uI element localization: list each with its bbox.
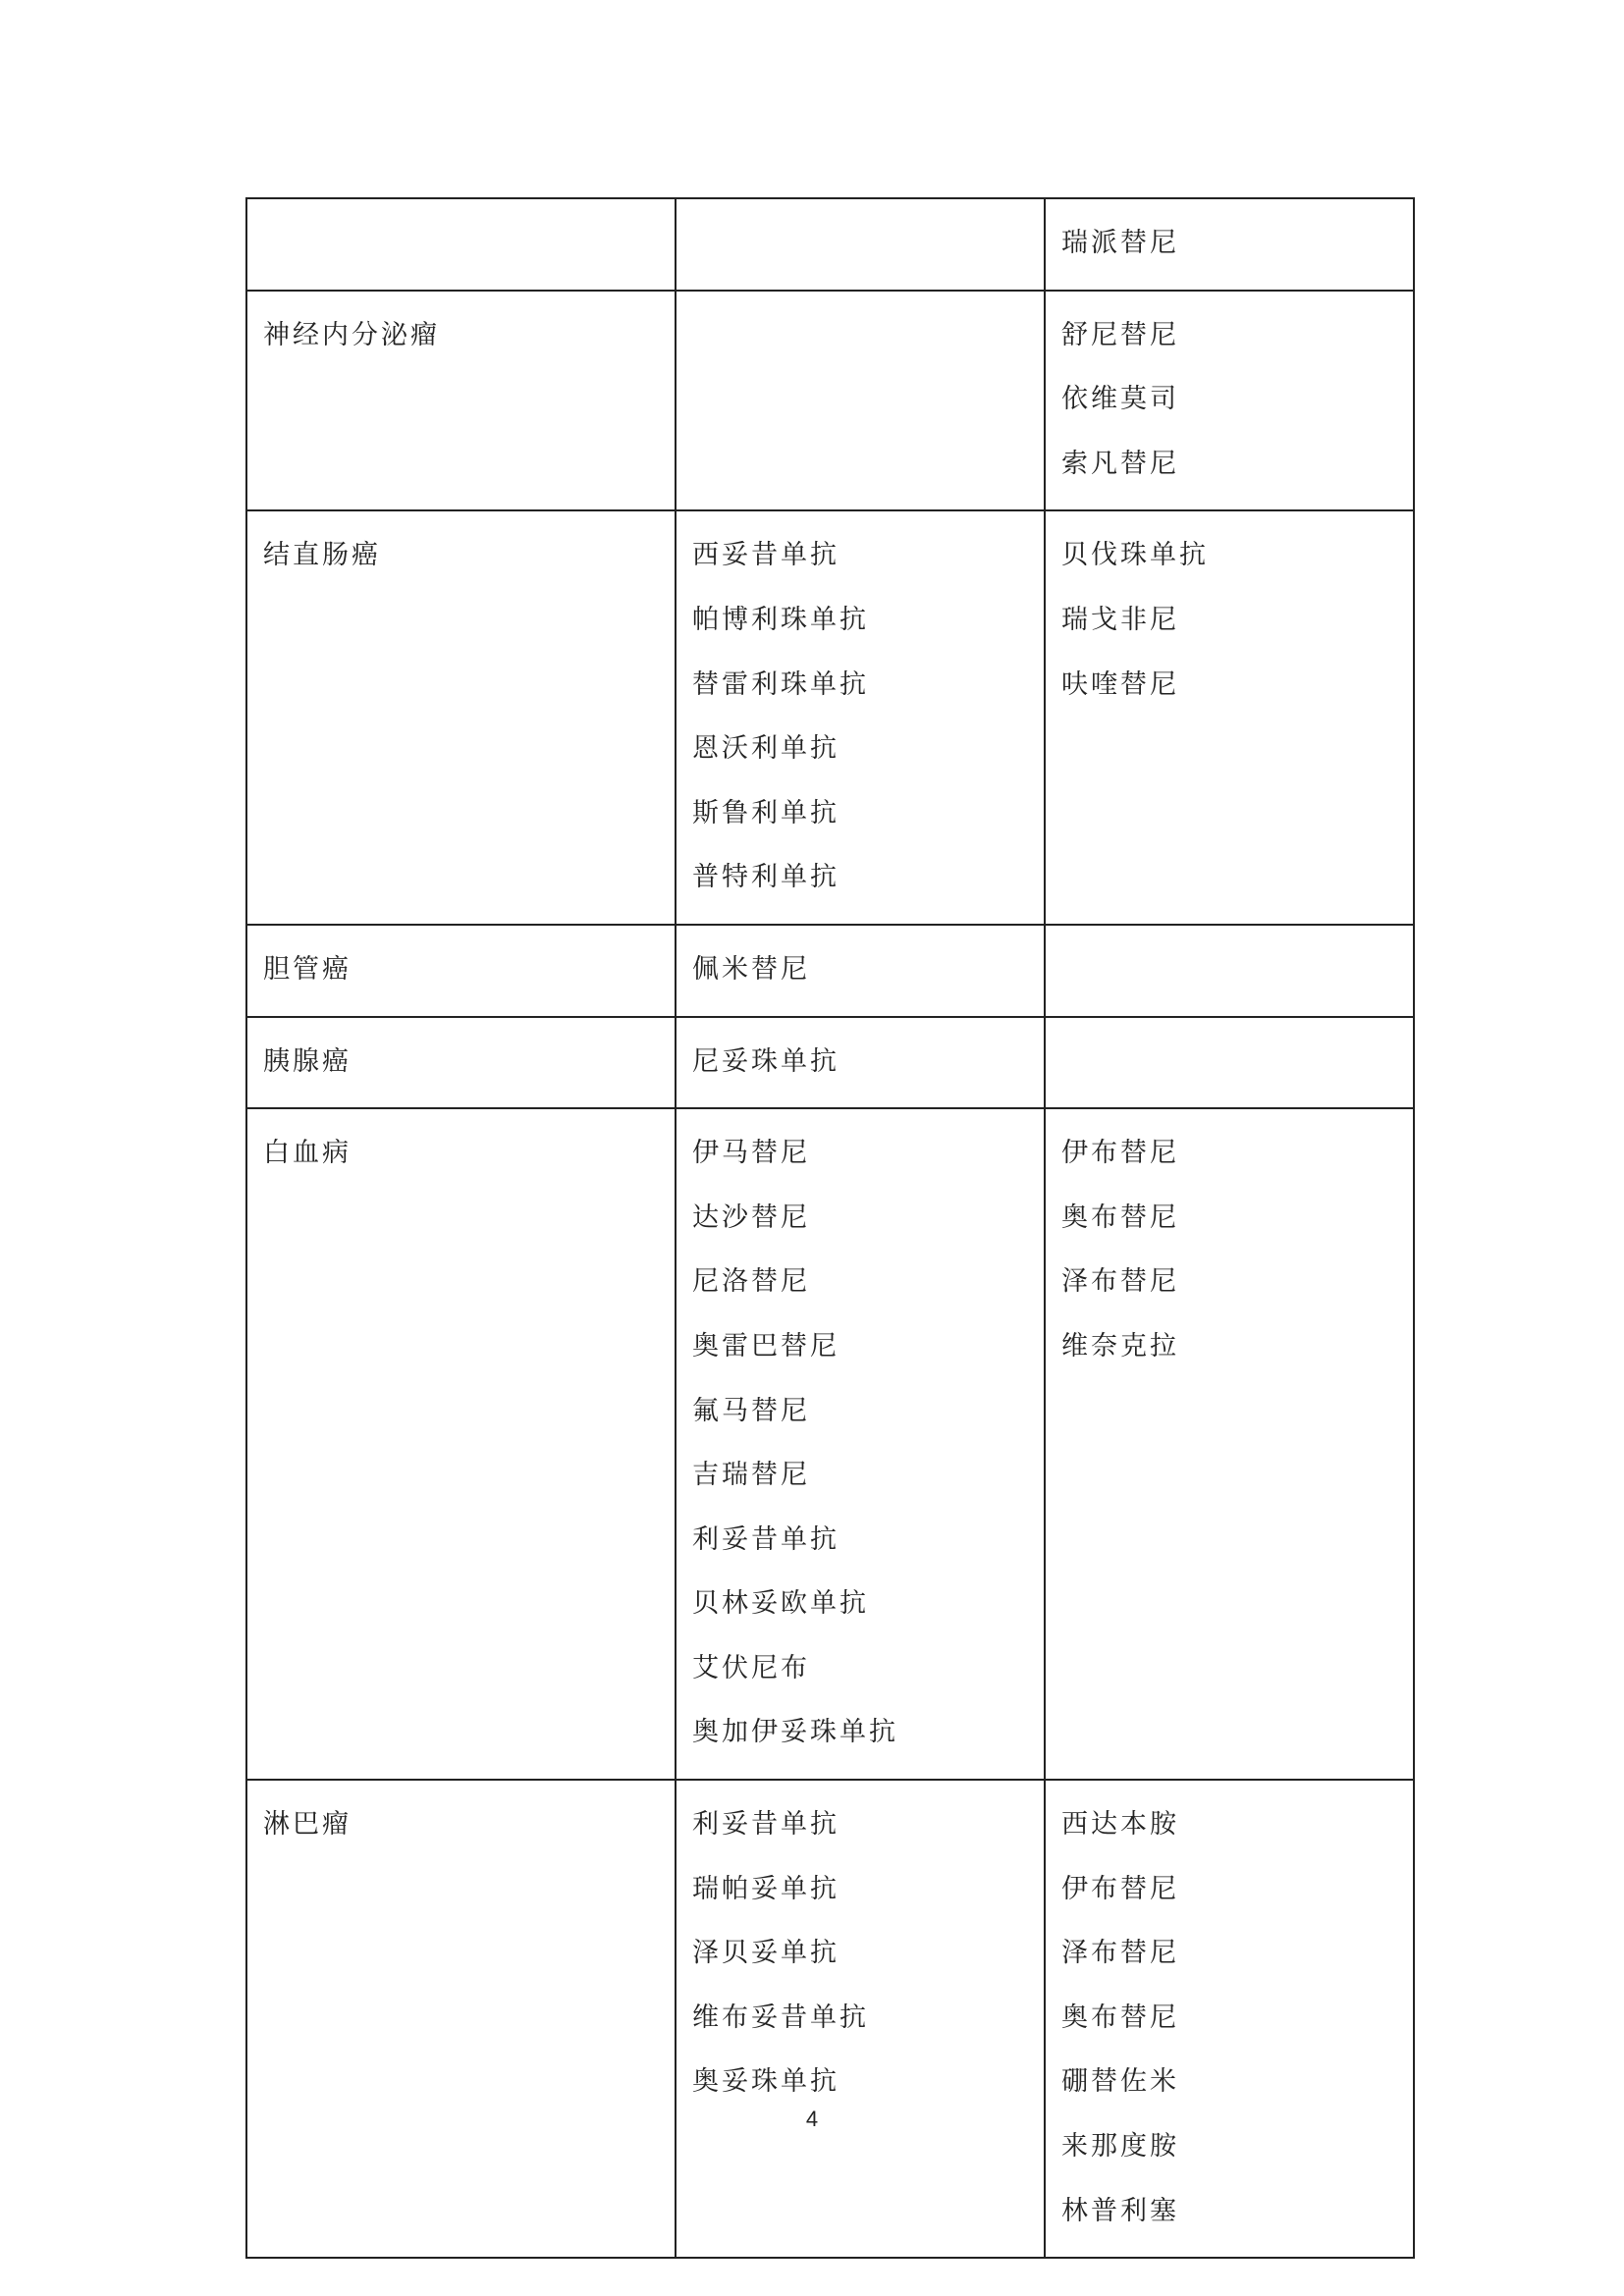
drug-name: 林普利塞	[1061, 2195, 1179, 2226]
cancer-type-cell	[246, 1780, 676, 2258]
drug-name: 伊马替尼	[692, 1138, 810, 1169]
table-body	[246, 198, 1414, 2258]
table-row	[246, 1108, 1414, 1780]
page-number: 4	[805, 2107, 819, 2131]
drug-name: 氟马替尼	[692, 1395, 810, 1426]
cancer-type-cell	[246, 925, 676, 1017]
drug-list-cell-b	[1045, 1780, 1414, 2258]
drug-name: 贝伐珠单抗	[1061, 540, 1209, 571]
drug-list-cell-a	[676, 1780, 1045, 2258]
drug-name: 吉瑞替尼	[692, 1460, 810, 1491]
table-row	[246, 291, 1414, 511]
table-row	[246, 198, 1414, 291]
drug-name: 普特利单抗	[692, 862, 839, 893]
cancer-type-label: 神经内分泌瘤	[263, 319, 440, 350]
drug-name: 泽布替尼	[1061, 1266, 1179, 1298]
drug-name: 瑞戈非尼	[1061, 604, 1179, 635]
drug-list-cell-b	[1045, 1108, 1414, 1780]
cancer-type-cell	[246, 1017, 676, 1109]
drug-name: 维奈克拉	[1061, 1330, 1179, 1362]
drug-name: 西达本胺	[1061, 1809, 1179, 1841]
drug-name: 瑞派替尼	[1061, 228, 1179, 258]
drug-list-cell-a	[676, 510, 1045, 925]
drug-list-cell-a	[676, 925, 1045, 1017]
drug-name: 斯鲁利单抗	[692, 797, 839, 828]
drug-name: 西妥昔单抗	[692, 540, 839, 571]
drug-list-cell-a	[676, 291, 1045, 511]
drug-list-cell-a	[676, 1017, 1045, 1109]
drug-name: 替雷利珠单抗	[692, 668, 869, 700]
drug-name: 泽贝妥单抗	[692, 1938, 839, 1969]
drug-name: 帕博利珠单抗	[692, 604, 869, 635]
drug-table	[245, 197, 1415, 2259]
cancer-type-cell	[246, 198, 676, 291]
drug-name: 贝林妥欧单抗	[692, 1588, 869, 1620]
drug-name: 伊布替尼	[1061, 1873, 1179, 1904]
drug-list-cell-b	[1045, 925, 1414, 1017]
cancer-type-cell	[246, 510, 676, 925]
cancer-type-cell	[246, 291, 676, 511]
drug-name: 硼替佐米	[1061, 2066, 1179, 2098]
table-row	[246, 1780, 1414, 2258]
drug-name: 尼妥珠单抗	[692, 1045, 839, 1077]
drug-name: 泽布替尼	[1061, 1938, 1179, 1969]
cancer-type-label: 结直肠癌	[263, 540, 381, 571]
cancer-type-label	[263, 211, 659, 276]
drug-name: 来那度胺	[1061, 2131, 1179, 2163]
drug-name: 恩沃利单抗	[692, 733, 839, 765]
drug-list-cell-b	[1045, 1017, 1414, 1109]
drug-name: 尼洛替尼	[692, 1266, 810, 1298]
drug-name: 维布妥昔单抗	[692, 2002, 869, 2033]
drug-list-cell-b	[1045, 291, 1414, 511]
cancer-type-label: 白血病	[263, 1138, 352, 1169]
drug-list-cell-a	[676, 1108, 1045, 1780]
drug-list-cell-b	[1045, 198, 1414, 291]
drug-name: 利妥昔单抗	[692, 1809, 839, 1841]
drug-name: 奥妥珠单抗	[692, 2066, 839, 2098]
drug-name: 奥布替尼	[1061, 1201, 1179, 1233]
table-row	[246, 1017, 1414, 1109]
drug-list-cell-a	[676, 198, 1045, 291]
cancer-type-label: 胰腺癌	[263, 1045, 352, 1077]
cancer-type-cell	[246, 1108, 676, 1780]
drug-name: 达沙替尼	[692, 1201, 810, 1233]
drug-name: 依维莫司	[1061, 384, 1179, 415]
drug-name: 佩米替尼	[692, 953, 810, 985]
drug-list-cell-b	[1045, 510, 1414, 925]
drug-name: 艾伏尼布	[692, 1652, 810, 1683]
table-row	[246, 925, 1414, 1017]
cancer-type-label: 淋巴瘤	[263, 1809, 352, 1841]
drug-name: 舒尼替尼	[1061, 319, 1179, 350]
drug-name: 呋喹替尼	[1061, 668, 1179, 700]
drug-name: 奥布替尼	[1061, 2002, 1179, 2033]
cancer-type-label: 胆管癌	[263, 953, 352, 985]
drug-name: 瑞帕妥单抗	[692, 1873, 839, 1904]
drug-name: 奥雷巴替尼	[692, 1330, 839, 1362]
drug-name: 索凡替尼	[1061, 448, 1179, 479]
table-row	[246, 510, 1414, 925]
drug-name: 奥加伊妥珠单抗	[692, 1717, 898, 1748]
drug-name: 伊布替尼	[1061, 1138, 1179, 1169]
drug-name: 利妥昔单抗	[692, 1523, 839, 1555]
